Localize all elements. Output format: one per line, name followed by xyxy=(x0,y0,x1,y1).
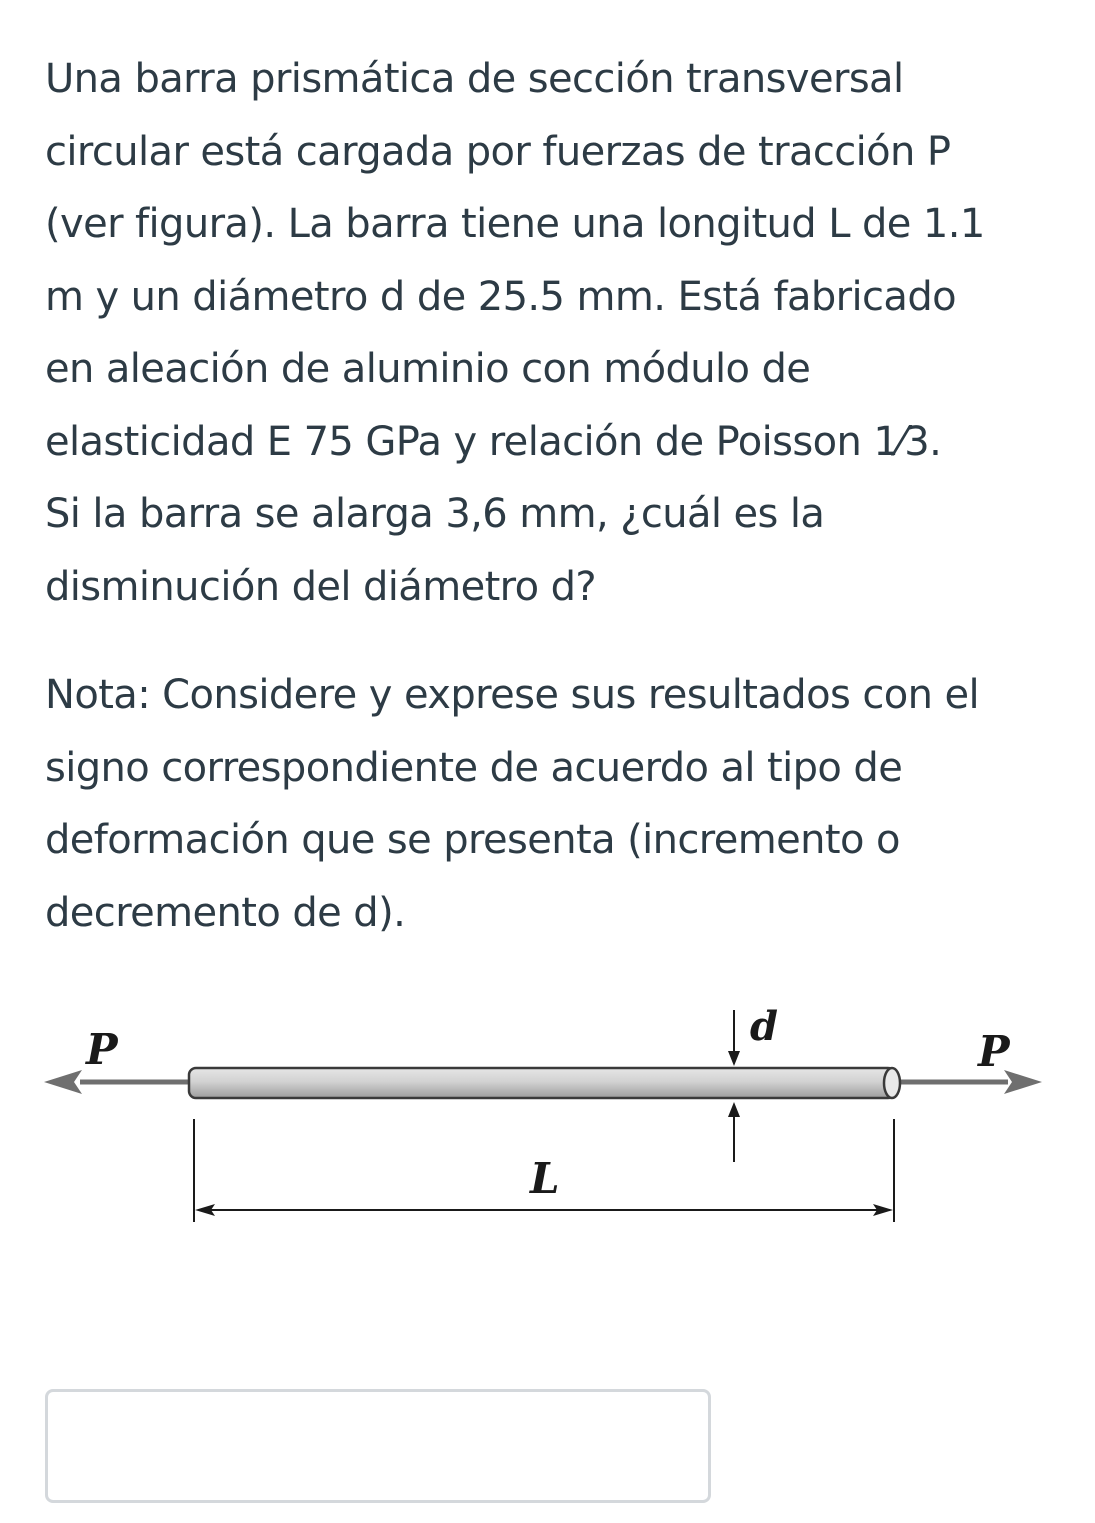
note-paragraph: Nota: Considere y exprese sus resultados con el signo correspondiente de acuerdo al tipo de deformación que se presenta (incremento o decremento de d). xyxy=(45,672,979,936)
label-p-right: P xyxy=(978,1027,1010,1076)
question-text xyxy=(45,43,1055,949)
bar-diagram xyxy=(0,990,1095,1250)
bar-figure xyxy=(0,990,1095,1250)
label-d: d xyxy=(750,1003,778,1050)
label-l: L xyxy=(530,1154,560,1203)
prismatic-bar xyxy=(189,1068,900,1098)
right-force-arrow xyxy=(898,1070,1042,1094)
answer-input[interactable] xyxy=(45,1389,711,1503)
label-p-left: P xyxy=(86,1025,118,1074)
question-paragraph: Una barra prismática de sección transversal circular está cargada por fuerzas de tracción P (ver figura). La barra tiene una longitud L de 1.1 m y un diámetro d de 25.5 mm. Está fabricado en aleación de aluminio con módulo de elasticidad E 75 GPa y relación de Poisson 1⁄3. Si la barra se alarga 3,6 mm, ¿cuál es la disminución del diámetro d? xyxy=(45,56,985,610)
